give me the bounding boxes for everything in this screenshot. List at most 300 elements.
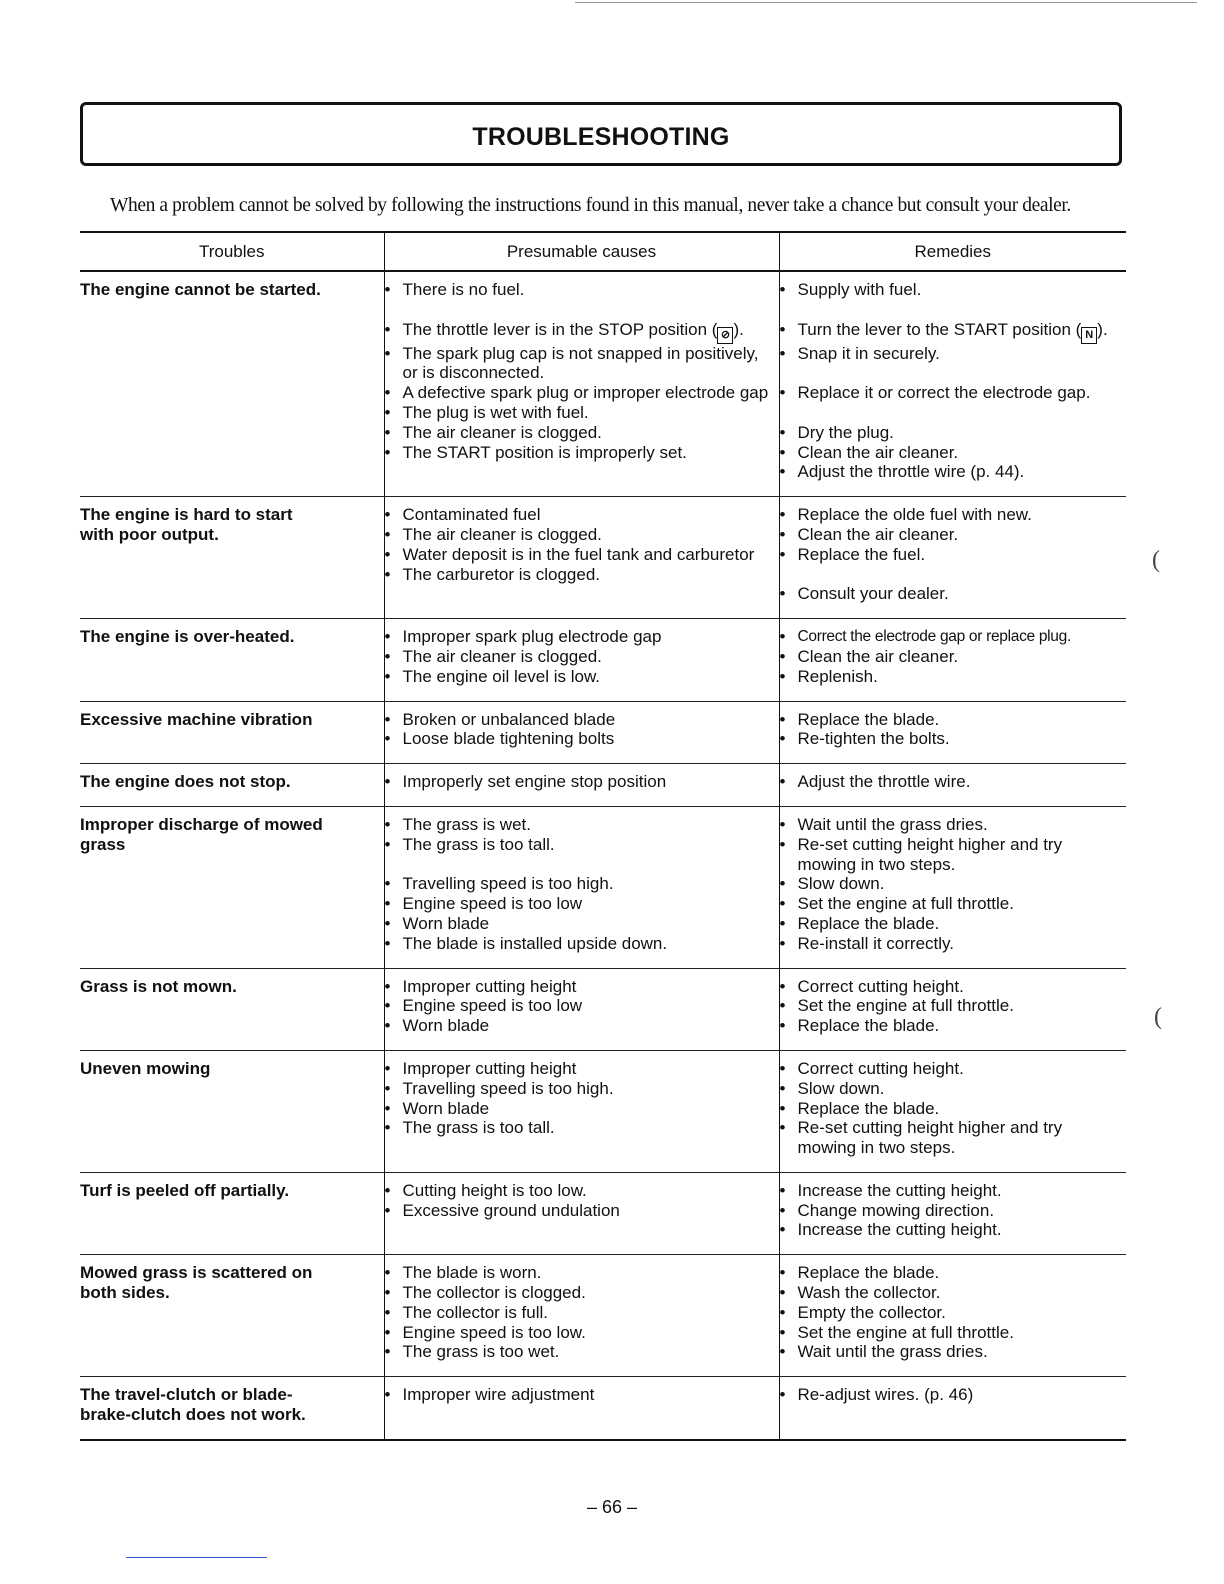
remedy-text [798,280,922,300]
remedy-item [780,344,1121,364]
cause-text [403,1385,595,1405]
cause-text [403,320,744,344]
trouble-cell [80,271,384,497]
cause-text-main: A defective spark plug or improper electrode gap [402,383,769,403]
bullet-icon: • [779,814,786,834]
bullet-icon: • [384,913,391,933]
remedy-text-main: Set the engine at full throttle. [797,1322,1014,1342]
cause-item [385,383,773,403]
cause-item [385,505,773,525]
cause-text [403,403,589,423]
cause-text [403,977,577,997]
remedy-item [780,1079,1121,1099]
remedy-text [798,894,1014,914]
start-position-icon: N [1081,327,1097,344]
cause-text [403,443,687,463]
remedy-text-main: Set the engine at full throttle. [797,996,1014,1016]
cause-text [403,772,667,792]
remedy-text [798,627,1071,647]
bullet-icon: • [384,1283,391,1303]
cause-text-main: The spark plug cap is not snapped in positively, or is disconnected. [402,343,759,383]
trouble-text: Turf is peeled off partially. [80,1180,290,1200]
cause-item [385,647,773,667]
table-row [80,497,1126,619]
remedy-item [780,914,1121,934]
bullet-icon: • [779,1118,786,1138]
remedy-text [798,1201,995,1221]
remedies-cell [779,701,1126,764]
remedy-text-main: Re-set cutting height higher and try mowing in two steps. [797,834,1063,874]
intro-text: When a problem cannot be solved by following the instructions found in this manual, never take a chance but consult your dealer. [110,195,1071,216]
cause-text [403,525,602,545]
remedy-text [798,505,1032,525]
remedy-text-main: Increase the cutting height. [797,1180,1002,1200]
remedy-item [780,525,1121,545]
bullet-icon: • [384,1385,391,1405]
cause-text-main: Broken or unbalanced blade [402,709,616,729]
trouble-cell [80,806,384,968]
cause-text [403,667,601,687]
bullet-icon: • [384,524,391,544]
bullet-icon: • [779,1180,786,1200]
trouble-cell [80,968,384,1050]
remedy-text [798,344,940,364]
margin-bracket-mark: ( [1152,547,1160,573]
remedy-text-main: Dry the plug. [797,422,894,442]
bullet-icon: • [779,544,786,564]
bullet-icon: • [384,1180,391,1200]
remedy-item [780,1118,1121,1158]
bullet-icon: • [384,772,391,792]
remedy-text-main: Replace the fuel. [797,544,926,564]
cause-item [385,1303,773,1323]
cause-item [385,1201,773,1221]
cause-text [403,383,769,403]
cause-item [385,545,773,565]
cause-text [403,1118,555,1138]
bullet-icon: • [779,280,786,299]
cause-text [403,815,532,835]
remedy-text [798,545,926,565]
cause-item [385,1118,773,1138]
trouble-cell [80,764,384,807]
remedy-item [780,1201,1121,1221]
bullet-icon: • [384,1118,391,1138]
cause-text-main: Travelling speed is too high. [402,874,614,894]
bullet-icon: • [384,1302,391,1322]
table-body [80,271,1126,1440]
cause-text-main: Improper spark plug electrode gap [402,627,662,647]
remedy-text-main: Turn the lever to the START position ( [797,319,1082,339]
bullet-icon: • [384,1263,391,1283]
remedy-item [780,934,1121,954]
cause-text [403,647,602,667]
remedy-item [780,977,1121,997]
remedy-text [798,815,988,835]
page-title: TROUBLESHOOTING [472,123,730,151]
bullet-icon: • [384,894,391,914]
bullet-icon: • [384,729,391,749]
remedy-item [780,462,1121,482]
cause-text-main: The engine oil level is low. [402,666,601,686]
remedy-text [798,1283,941,1303]
remedy-text [798,1118,1121,1158]
header-remedies: Remedies [779,232,1126,271]
cause-text [403,280,525,300]
causes-cell [384,1377,779,1440]
bullet-icon: • [384,505,391,525]
remedy-text [798,996,1014,1016]
bullet-icon: • [779,666,786,686]
cause-text-main: Contaminated fuel [402,505,541,525]
remedies-cell [779,806,1126,968]
remedy-text-main: Supply with fuel. [797,280,922,299]
bullet-icon: • [384,422,391,442]
cause-text-main: The grass is too wet. [402,1342,560,1362]
bullet-icon: • [779,627,786,647]
remedy-item [780,1385,1121,1405]
bullet-icon: • [384,1058,391,1078]
remedy-item [780,1263,1121,1283]
table-header-row [80,232,1126,271]
cause-text [403,1016,490,1036]
cause-text [403,423,602,443]
cause-text [403,894,583,914]
remedy-text-main: Slow down. [797,874,885,894]
table-row [80,1172,1126,1254]
bullet-icon: • [779,1058,786,1078]
bullet-icon: • [779,834,786,854]
bullet-icon: • [779,319,786,339]
cause-text-main: Cutting height is too low. [402,1180,587,1200]
cause-text-main: The grass is wet. [402,814,531,834]
bullet-icon: • [779,462,786,482]
cause-text [403,710,616,730]
remedy-item [780,505,1121,525]
bullet-icon: • [779,524,786,544]
bullet-icon: • [779,996,786,1016]
cause-text [403,1099,490,1119]
trouble-cell [80,1172,384,1254]
header-troubles: Troubles [80,232,384,271]
bullet-icon: • [384,933,391,953]
bullet-icon: • [779,1322,786,1342]
causes-cell [384,1172,779,1254]
bullet-icon: • [384,996,391,1016]
bullet-icon: • [779,1385,786,1405]
cause-text-main: Worn blade [402,1016,490,1036]
cause-item [385,1283,773,1303]
cause-text [403,914,490,934]
remedy-text-main: Replace the blade. [797,1098,940,1118]
bullet-icon: • [384,666,391,686]
trouble-text: The engine is over-heated. [80,627,295,647]
remedy-text [798,1181,1002,1201]
cause-text [403,874,614,894]
cause-text-main: Improperly set engine stop position [402,772,667,792]
table-row [80,1255,1126,1377]
remedy-text [798,1079,885,1099]
cause-text-main: Water deposit is in the fuel tank and carburetor [402,544,755,564]
remedy-text-main: Wash the collector. [797,1283,941,1303]
bullet-icon: • [384,627,391,647]
cause-text [403,835,555,855]
scan-top-line [575,2,1197,3]
bullet-icon: • [779,1220,786,1240]
stop-position-icon: ⊘ [717,327,733,344]
remedy-text-main: Adjust the throttle wire. [797,772,971,792]
cause-item [385,914,773,934]
cause-item [385,627,773,647]
remedies-cell [779,1255,1126,1377]
causes-cell [384,968,779,1050]
remedy-item [780,1220,1121,1240]
remedy-text-main: Correct the electrode gap or replace plug. [797,628,1071,646]
cause-item [385,996,773,1016]
remedy-text [798,383,1091,403]
remedy-text-main: Consult your dealer. [797,584,949,604]
remedy-item [780,647,1121,667]
remedy-item [780,627,1121,647]
remedy-item [780,423,1121,443]
remedy-text-main: Replace the olde fuel with new. [797,505,1032,525]
remedy-text-after: ). [1097,319,1108,339]
bullet-icon: • [779,729,786,749]
cause-text [403,565,601,585]
cause-item [385,1099,773,1119]
header-causes: Presumable causes [384,232,779,271]
troubleshooting-table [80,231,1126,1441]
cause-item [385,934,773,954]
bullet-icon: • [384,1342,391,1362]
cause-item [385,977,773,997]
bullet-icon: • [779,584,786,604]
cause-item [385,1079,773,1099]
remedy-item [780,667,1121,687]
remedies-cell [779,271,1126,497]
cause-text-main: Excessive ground undulation [402,1200,620,1220]
remedy-item [780,383,1121,403]
remedies-cell [779,1377,1126,1440]
bullet-icon: • [779,1016,786,1036]
title-box [80,102,1122,166]
cause-item [385,874,773,894]
cause-text-main: Improper wire adjustment [402,1385,595,1405]
bullet-icon: • [384,1016,391,1036]
remedy-text-main: Adjust the throttle wire (p. 44). [797,462,1025,482]
cause-text-after: ). [733,319,744,339]
remedy-text [798,835,1121,875]
cause-text [403,1323,586,1343]
cause-item [385,894,773,914]
remedy-text-main: Replenish. [797,666,878,686]
table-row [80,764,1126,807]
remedy-item [780,545,1121,565]
bullet-icon: • [779,874,786,894]
remedy-text [798,525,959,545]
cause-item [385,835,773,855]
remedy-text-main: Change mowing direction. [797,1200,995,1220]
causes-cell [384,271,779,497]
remedy-text-main: Re-adjust wires. (p. 46) [797,1385,974,1405]
remedy-text [798,647,959,667]
causes-cell [384,806,779,968]
scan-bottom-line [126,1557,267,1558]
bullet-icon: • [779,1302,786,1322]
bullet-icon: • [384,402,391,422]
cause-text [403,1263,542,1283]
bullet-icon: • [384,709,391,729]
cause-text-main: Travelling speed is too high. [402,1078,614,1098]
remedy-item [780,320,1121,344]
remedy-item [780,710,1121,730]
bullet-icon: • [384,564,391,584]
cause-item [385,280,773,300]
cause-text [403,1283,586,1303]
cause-item [385,443,773,463]
remedy-item [780,280,1121,300]
cause-item [385,667,773,687]
cause-text-main: There is no fuel. [402,280,525,299]
cause-item [385,1059,773,1079]
trouble-text: The engine is hard to start with poor output. [80,505,293,544]
remedy-text-main: Increase the cutting height. [797,1220,1002,1240]
remedy-text [798,423,894,443]
causes-cell [384,764,779,807]
trouble-cell [80,1255,384,1377]
bullet-icon: • [779,772,786,792]
cause-text-main: Engine speed is too low. [402,1322,586,1342]
bullet-icon: • [779,1098,786,1118]
remedy-text [798,443,959,463]
causes-cell [384,497,779,619]
remedy-text [798,729,950,749]
remedy-text [798,584,949,604]
remedy-text-main: Set the engine at full throttle. [797,894,1014,914]
cause-text [403,1342,560,1362]
remedy-text-main: Clean the air cleaner. [797,646,959,666]
trouble-text: Improper discharge of mowed grass [80,814,323,854]
bullet-icon: • [779,646,786,666]
remedies-cell [779,968,1126,1050]
cause-text-main: The throttle lever is in the STOP position ( [402,319,718,339]
remedy-item [780,1099,1121,1119]
remedy-text [798,1385,974,1405]
cause-item [385,403,773,423]
cause-text-main: Engine speed is too low [402,894,583,914]
remedies-cell [779,764,1126,807]
bullet-icon: • [384,1322,391,1342]
cause-text [403,1303,549,1323]
cause-text [403,1079,614,1099]
cause-text-main: The grass is too tall. [402,834,555,854]
bullet-icon: • [779,1078,786,1098]
cause-text-main: Engine speed is too low [402,996,583,1016]
remedy-text-main: Replace the blade. [797,1016,940,1036]
cause-item [385,1323,773,1343]
cause-text-main: The collector is full. [402,1302,548,1322]
trouble-cell [80,1050,384,1172]
remedy-item [780,1303,1121,1323]
remedy-text-main: Replace the blade. [797,709,940,729]
remedies-cell [779,497,1126,619]
remedy-text [798,914,940,934]
remedy-item [780,835,1121,875]
remedy-text-main: Correct cutting height. [797,1058,964,1078]
bullet-icon: • [384,834,391,854]
remedy-text [798,320,1108,344]
bullet-icon: • [384,976,391,996]
cause-text-main: Improper cutting height [402,976,577,996]
trouble-cell [80,701,384,764]
trouble-cell [80,619,384,701]
remedies-cell [779,619,1126,701]
bullet-icon: • [779,933,786,953]
cause-text-main: Loose blade tightening bolts [402,729,615,749]
remedy-item [780,443,1121,463]
trouble-text: Mowed grass is scattered on both sides. [80,1263,313,1303]
cause-text-main: The collector is clogged. [402,1283,586,1303]
bullet-icon: • [779,343,786,363]
cause-item [385,344,773,384]
cause-text [403,545,755,565]
cause-item [385,525,773,545]
remedy-text [798,874,885,894]
cause-item [385,423,773,443]
bullet-icon: • [384,814,391,834]
cause-text [403,934,668,954]
cause-text-main: Improper cutting height [402,1058,577,1078]
bullet-icon: • [384,442,391,462]
cause-item [385,1342,773,1362]
remedies-cell [779,1050,1126,1172]
bullet-icon: • [384,1078,391,1098]
cause-text-main: The grass is too tall. [402,1118,555,1138]
cause-text-main: The blade is installed upside down. [402,933,668,953]
trouble-text: The engine cannot be started. [80,280,321,299]
bullet-icon: • [384,383,391,403]
remedy-item [780,1283,1121,1303]
cause-item [385,320,773,344]
cause-text-main: The carburetor is clogged. [402,564,600,584]
remedy-text-main: Wait until the grass dries. [797,814,988,834]
bullet-icon: • [779,894,786,914]
remedy-text-main: Clean the air cleaner. [797,442,959,462]
remedy-item [780,874,1121,894]
bullet-icon: • [779,913,786,933]
remedy-text-main: Re-install it correctly. [797,933,954,953]
remedy-text [798,1342,988,1362]
cause-text [403,344,773,384]
trouble-text: Uneven mowing [80,1058,211,1078]
remedy-text-main: Clean the air cleaner. [797,524,959,544]
remedy-text-main: Empty the collector. [797,1302,946,1322]
causes-cell [384,619,779,701]
bullet-icon: • [779,976,786,996]
bullet-icon: • [779,442,786,462]
remedies-cell [779,1172,1126,1254]
trouble-cell [80,497,384,619]
cause-text [403,1181,587,1201]
cause-item [385,1181,773,1201]
table-row [80,619,1126,701]
bullet-icon: • [779,422,786,442]
remedy-text-main: Wait until the grass dries. [797,1342,988,1362]
cause-text-main: The air cleaner is clogged. [402,524,602,544]
bullet-icon: • [384,874,391,894]
table-row [80,968,1126,1050]
remedy-text [798,1099,940,1119]
